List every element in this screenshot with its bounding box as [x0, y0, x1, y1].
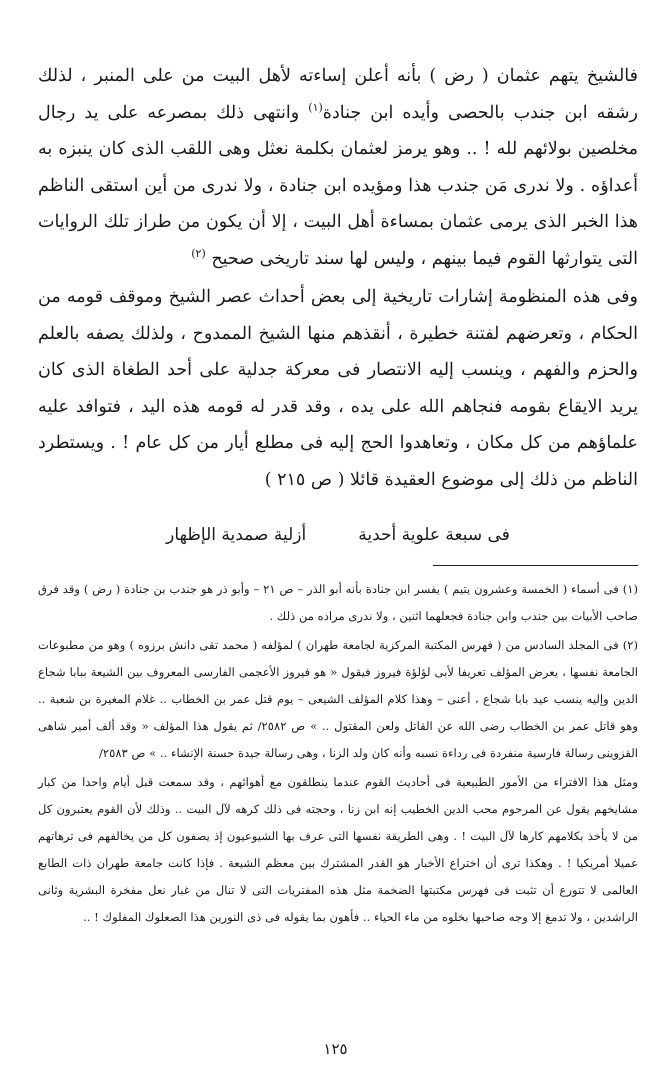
body-paragraph-2: وفى هذه المنظومة إشارات تاريخية إلى بعض أحداث عصر الشيخ وموقف قومه من الحكام ، وتعرضهم لفتنة خطيرة ، أنقذهم منها الشيخ الممدوح ، ولذلك يصفه بالعلم والحزم والفهم ، وينسب إليه الانتصار فى معركة جدلية على أحد الطغاة الذى كان يريد الايقاع بقومه فنجاهم الله على يده ، وقد قدر له قومه هذه اليد ، فتوافد عليه علماؤهم من كل مكان ، وتعاهدوا الحج إليه فى مطلع أيار من كل عام ! . ويستطرد الناظم من ذلك إلى موضوع العقيدة قائلا ( ص ٢١٥ ): [38, 287, 638, 490]
verse-quote: [38, 520, 638, 550]
verse-hemistich-2: أزلية صمدية الإظهار: [166, 525, 307, 545]
verse-hemistich-1: فى سبعة علوية أحدية: [358, 525, 510, 545]
footnote-ref-2: (٢): [191, 246, 206, 260]
footnote-2: (٢) فى المجلد السادس من ( فهرس المكتبة المركزية لجامعة طهران ) لمؤلفه ( محمد تقى دانش برزوه ) وهو من مطبوعات الجامعة نفسها ، يعرض المؤلف تعريفا لأبى لؤلؤة فيروز فيقول « هو فيروز الأعجمى الفارسى المعروف بين الشيعة ببابا شجاع الدين وإليه ينسب عيد بابا شجاع ، أعنى – وهذا كلام المؤلف الشيعى – يوم قتل عمر بن الخطاب .. غلام المغيرة بن شعبة .. وهو قاتل عمر بن الخطاب رضى الله عن القاتل ولعن المقتول .. » ص ٢٥٨٢/ ثم يقول هذا المؤلف « وقد ألف أمير شاهى القزوينى رسالة فارسية منفردة فى رداءة نسبه وأنه كان ولد الزنا ، وهى رسالة جيدة حسنة الإنشاء .. » ص ٢٥٨٣/: [38, 638, 638, 760]
footnote-separator: [433, 565, 638, 566]
footnote-2-continued: ومثل هذا الافتراء من الأمور الطبيعية فى أحاديث القوم عندما ينطلقون مع أهوائهم ، وقد سمعت قبل أيام واحدا من كبار مشايخهم يقول عن المرحوم محب الدين الخطيب إنه ابن زنا ، وحجته فى ذلك كرهه لآل البيت .. وذلك لأن القوم يعتبرون كل من لا يأخذ بكلامهم كارها لآل البيت ! . وهى الطريقة نفسها التى عرف بها الشيوعيون إذ يصفون كل من يخالفهم فى ترهاتهم عميلا أمريكيا ! . وهكذا ترى أن اختراع الأخبار هو القدر المشترك بين معظم الشيعة . فإذا كانت جامعة طهران ذات الطابع العالمى لا تتورع أن تثبت فى فهرس مكتبتها الضخمة مثل هذه المفتريات التى لا تنال من غبار نعل مفخرة البشرية وثانى الراشدين ، ولا تدمغ إلا وجه صاحبها بخلوه من ماء الحياء .. فأهون بما يقوله فى ذى النورين هذا الصعلوك المفلوك ! ..: [38, 775, 638, 924]
footnote-ref-1: (١): [308, 100, 323, 114]
footnote-1: (١) فى أسماء ( الخمسة وعشرون يتيم ) يفسر ابن جنادة بأنه أبو الذر – ص ٢١ – وأبو ذر هو جندب بن جنادة ( رض ) وقد فرق صاحب الأبيات بين جندب وابن جنادة فجعلهما اثنين ، ولا ندرى مراده من ذلك .: [38, 582, 638, 623]
page-body: [38, 58, 638, 931]
paragraph-1-text-a: فالشيخ يتهم عثمان ( رض ) بأنه أعلن إساءته لأهل البيت من على المنبر ، لذلك رشقه ابن جندب بالحصى وأيده ابن جنادة: [38, 66, 638, 123]
page-number: ١٢٥: [323, 1040, 348, 1058]
paragraph-1-text-b: وانتهى ذلك بمصرعه على يد رجال مخلصين بولائهم لله ! .. وهو يرمز لعثمان بكلمة نعثل وهى اللقب الذى كان ينبزه به أعداؤه . ولا ندرى مَن جندب هذا ومؤيده ابن جنادة ، ولا ندرى من أين استقى الناظم هذا الخبر الذى يرمى عثمان بمساءة أهل البيت ، إلا أن يكون من طراز تلك الروايات التى يتوارثها القوم فيما بينهم ، وليس لها سند تاريخى صحيح: [38, 102, 638, 269]
body-paragraph-1: [38, 58, 638, 277]
